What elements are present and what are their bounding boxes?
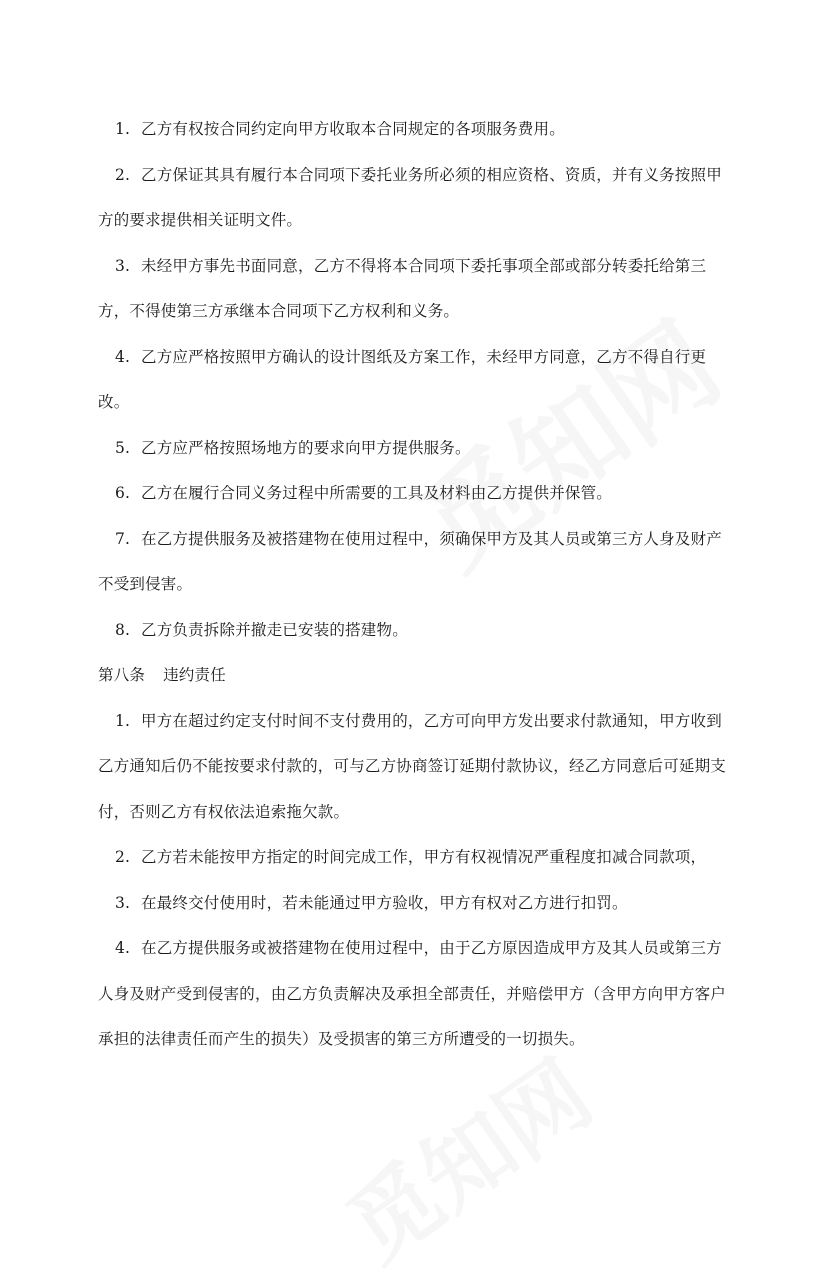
clause-item: 1. 乙方有权按合同约定向甲方收取本合同规定的各项服务费用。 [115, 120, 565, 138]
clause-item: 5. 乙方应严格按照场地方的要求向甲方提供服务。 [115, 438, 471, 457]
clause-item: 2. 乙方若未能按甲方指定的时间完成工作，甲方有权视情况严重程度扣减合同款项， [115, 848, 707, 866]
article-title: 违约责任 [163, 666, 226, 684]
article-number: 第八条 [98, 666, 146, 684]
clause-item: 8. 乙方负责拆除并撤走已安装的搭建物。 [115, 620, 408, 639]
article-heading [98, 653, 730, 699]
clause-item: 4. 在乙方提供服务或被搭建物在使用过程中，由于乙方原因造成甲方及其人员或第三方人身及财产受到侵害的，由乙方负责解决及承担全部责任，并赔偿甲方（含甲方向甲方客户承担的法律责任而产生的损失）及受损害的第三方所遭受的一切损失。 [98, 939, 727, 1048]
clause-item: 3. 在最终交付使用时，若未能通过甲方验收，甲方有权对乙方进行扣罚。 [115, 893, 628, 912]
clause-item: 6. 乙方在履行合同义务过程中所需要的工具及材料由乙方提供并保管。 [115, 484, 613, 502]
watermark [317, 1024, 613, 1285]
clause-item: 3. 未经甲方事先书面同意，乙方不得将本合同项下委托事项全部或部分转委托给第三方，不得使第三方承继本合同项下乙方权利和义务。 [98, 256, 707, 320]
document-body [98, 107, 730, 1063]
clause-item: 1. 甲方在超过约定支付时间不支付费用的，乙方可向甲方发出要求付款通知，甲方收到乙方通知后仍不能按要求付款的，可与乙方协商签订延期付款协议，经乙方同意后可延期支付，否则乙方有权依法追索拖欠款。 [98, 711, 727, 821]
clause-item: 2. 乙方保证其具有履行本合同项下委托业务所必须的相应资格、资质，并有义务按照甲方的要求提供相关证明文件。 [98, 165, 722, 229]
clause-item: 7. 在乙方提供服务及被搭建物在使用过程中，须确保甲方及其人员或第三方人身及财产不受到侵害。 [98, 529, 722, 593]
clause-item: 4. 乙方应严格按照甲方确认的设计图纸及方案工作，未经甲方同意，乙方不得自行更改。 [98, 347, 707, 411]
